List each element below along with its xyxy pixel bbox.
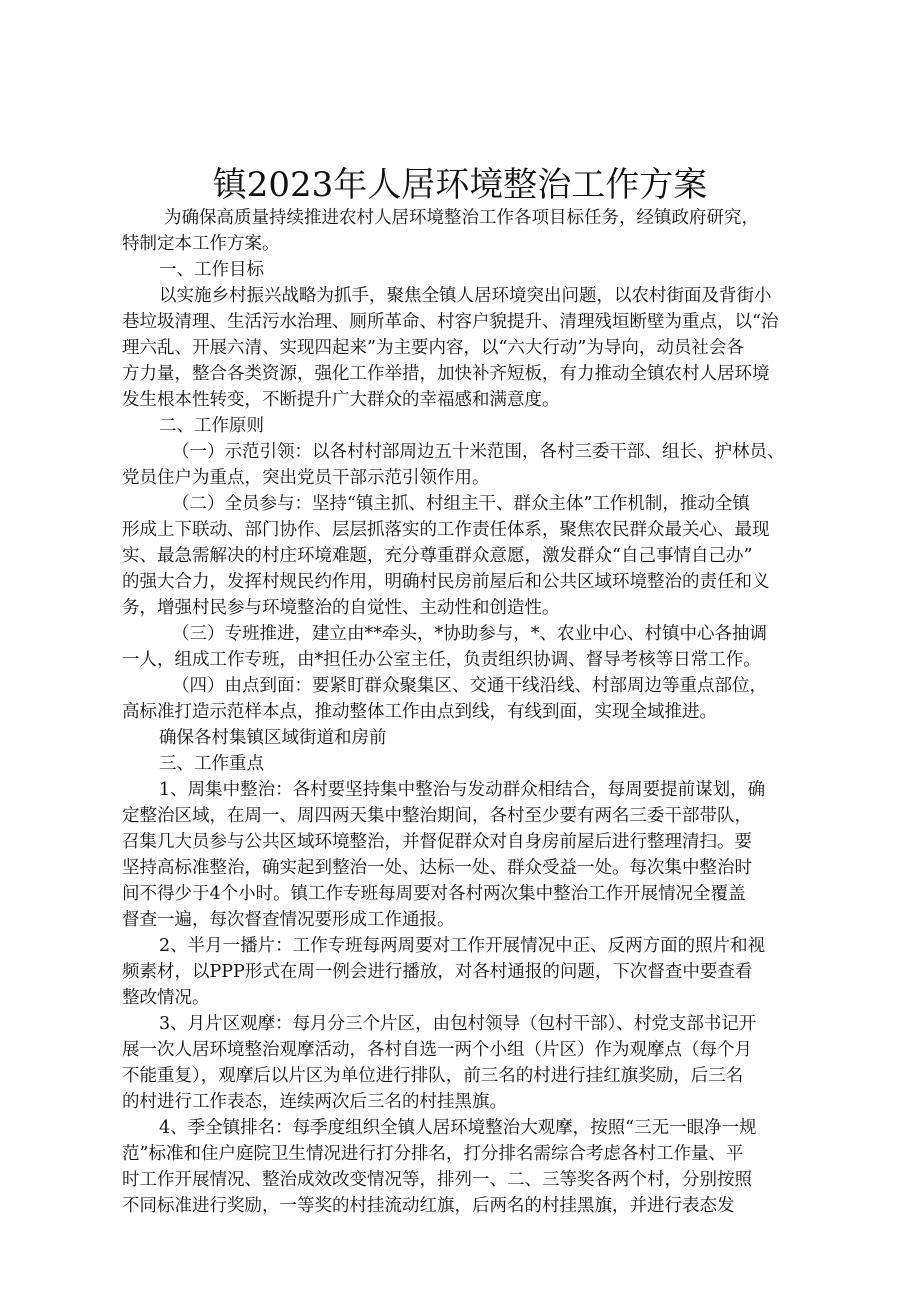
paragraph-line: 务，增强村民参与环境整治的自觉性、主动性和创造性。: [122, 598, 560, 618]
paragraph-line: 的村进行工作表态，连续两次后三名的村挂黑旗。: [122, 1092, 507, 1112]
paragraph-line: 高标准打造示范样本点，推动整体工作由点到线，有线到面，实现全域推进。: [122, 702, 717, 722]
paragraph-line: 不同标准进行奖励，一等奖的村挂流动红旗，后两名的村挂黑旗，并进行表态发: [122, 1196, 735, 1216]
paragraph-line: （二）全员参与：坚持“镇主抓、村组主干、群众主体”工作机制，推动全镇: [172, 494, 750, 514]
paragraph-line: 频素材，以PPP形式在周一例会进行播放，对各村通报的问题，下次督查中要查看: [122, 962, 753, 982]
paragraph-line: 的强大合力，发挥村规民约作用，明确村民房前屋后和公共区域环境整治的责任和义: [122, 572, 770, 592]
section-heading: 三、工作重点: [159, 754, 264, 774]
paragraph-line: （一）示范引领：以各村村部周边五十米范围，各村三委干部、组长、护林员、: [172, 442, 785, 462]
paragraph-line: 实、最急需解决的村庄环境难题，充分尊重群众意愿，激发群众“自己事情自己办”: [122, 546, 753, 566]
paragraph-line: 4、季全镇排名：每季度组织全镇人居环境整治大观摩，按照“三无一眼净一规: [159, 1118, 757, 1138]
paragraph-line: 党员住户为重点，突出党员干部示范引领作用。: [122, 468, 490, 488]
paragraph-line: 展一次人居环境整治观摩活动，各村自选一两个小组（片区）作为观摩点（每个月: [122, 1040, 752, 1060]
paragraph-line: 范”标准和住户庭院卫生情况进行打分排名，打分排名需综合考虑各村工作量、平: [122, 1144, 744, 1164]
paragraph-line: 时工作开展情况、整治成效改变情况等，排列一、二、三等奖各两个村，分别按照: [122, 1170, 752, 1190]
paragraph-line: 理六乱、开展六清、实现四起来”为主要内容，以“六大行动”为导向，动员社会各: [122, 338, 744, 358]
paragraph-line: 巷垃圾清理、生活污水治理、厕所革命、村容户貌提升、清理残垣断壁为重点，以“治: [122, 312, 779, 332]
paragraph-line: （三）专班推进，建立由**牵头，*协助参与，*、农业中心、村镇中心各抽调: [172, 624, 767, 644]
paragraph-line: 发生根本性转变，不断提升广大群众的幸福感和满意度。: [122, 390, 560, 410]
paragraph-line: 1、周集中整治：各村要坚持集中整治与发动群众相结合，每周要提前谋划，确: [159, 780, 766, 800]
paragraph-line: 为确保高质量持续推进农村人居环境整治工作各项目标任务，经镇政府研究，: [164, 208, 759, 228]
paragraph-line: 督查一遍，每次督查情况要形成工作通报。: [122, 910, 455, 930]
paragraph-line: 不能重复），观摩后以片区为单位进行排队，前三名的村进行挂红旗奖励，后三名: [122, 1066, 744, 1086]
paragraph-line: 确保各村集镇区域街道和房前: [159, 728, 387, 748]
paragraph-line: 一人，组成工作专班，由*担任办公室主任，负责组织协调、督导考核等日常工作。: [122, 650, 761, 670]
paragraph-line: 特制定本工作方案。: [122, 234, 280, 254]
paragraph-line: 形成上下联动、部门协作、层层抓落实的工作责任体系，聚焦农民群众最关心、最现: [122, 520, 770, 540]
document-title: 镇2023年人居环境整治工作方案: [212, 165, 708, 205]
paragraph-line: 召集几大员参与公共区域环境整治，并督促群众对自身房前屋后进行整理清扫。要: [122, 832, 752, 852]
paragraph-line: 定整治区域，在周一、周四两天集中整治期间，各村至少要有两名三委干部带队，: [122, 806, 752, 826]
paragraph-line: 2、半月一播片：工作专班每两周要对工作开展情况中正、反两方面的照片和视: [159, 936, 766, 956]
section-heading: 二、工作原则: [159, 416, 264, 436]
section-heading: 一、工作目标: [159, 260, 264, 280]
paragraph-line: 3、月片区观摩：每月分三个片区，由包村领导（包村干部）、村党支部书记开: [159, 1014, 757, 1034]
paragraph-line: （四）由点到面：要紧盯群众聚集区、交通干线沿线、村部周边等重点部位，: [172, 676, 767, 696]
paragraph-line: 以实施乡村振兴战略为抓手，聚焦全镇人居环境突出问题，以农村街面及背街小: [159, 286, 772, 306]
paragraph-line: 整改情况。: [122, 988, 210, 1008]
paragraph-line: 坚持高标准整治，确实起到整治一处、达标一处、群众受益一处。每次集中整治时: [122, 858, 752, 878]
paragraph-line: 方力量，整合各类资源，强化工作举措，加快补齐短板，有力推动全镇农村人居环境: [122, 364, 770, 384]
paragraph-line: 间不得少于4个小时。镇工作专班每周要对各村两次集中整治工作开展情况全覆盖: [122, 884, 746, 904]
